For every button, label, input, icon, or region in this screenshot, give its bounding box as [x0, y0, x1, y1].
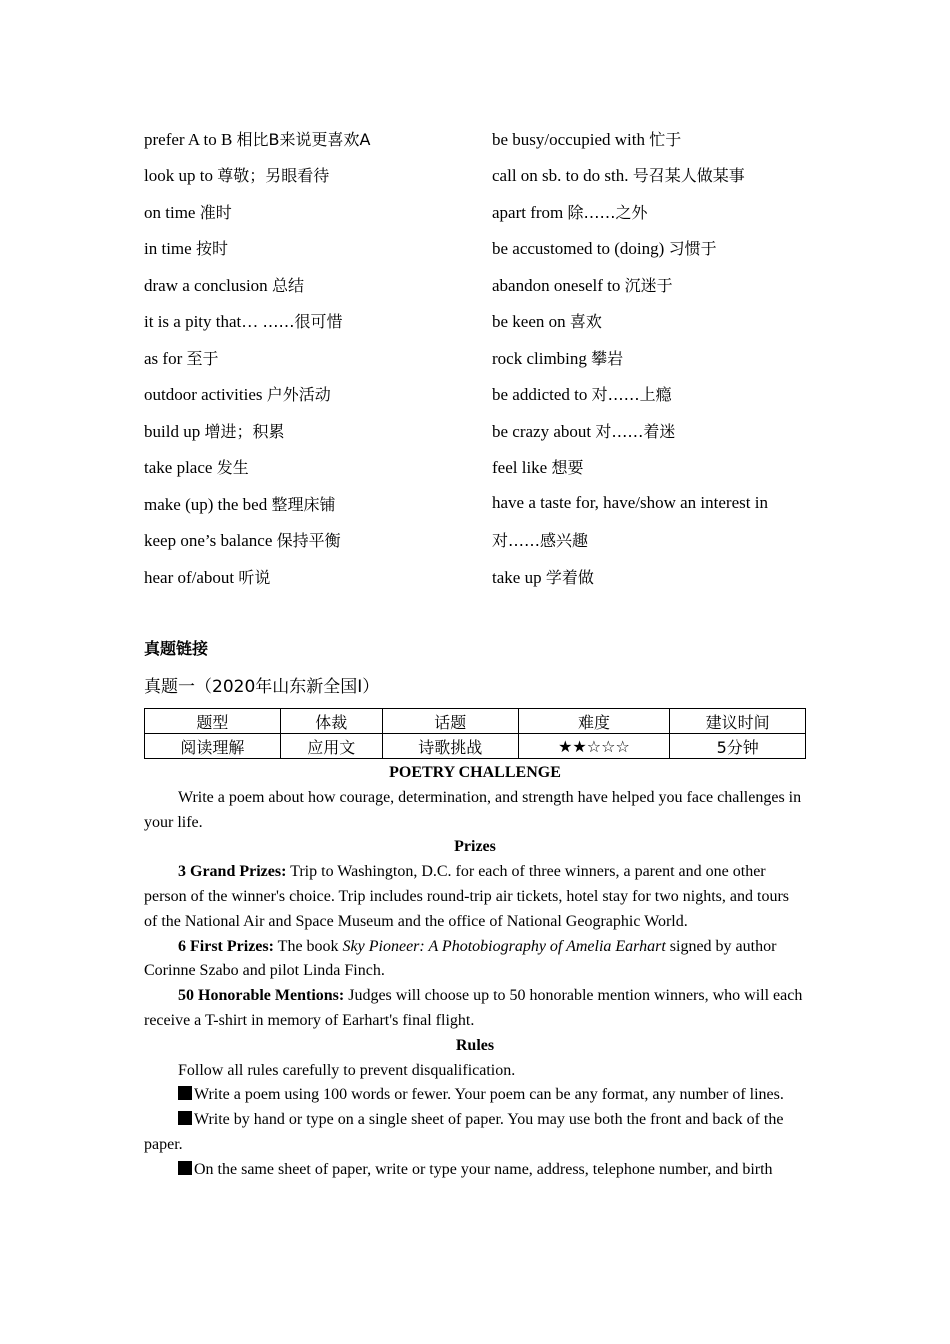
rules-intro: Follow all rules carefully to prevent disqualification.	[178, 1061, 516, 1079]
rules-heading: Rules	[455, 1036, 495, 1054]
vocab-right: feel like 想要	[492, 458, 584, 478]
honorable-mentions-label: 50 Honorable Mentions:	[178, 987, 345, 1005]
section-title: 真题链接	[144, 639, 209, 658]
vocab-right: have a taste for, have/show an interest in	[492, 493, 768, 513]
table-cell: 建议时间	[670, 709, 806, 734]
rule-item: Write by hand or type on a single sheet of paper. You may use both the front and back of the paper.	[144, 1111, 784, 1153]
vocab-row	[144, 230, 824, 267]
article	[144, 761, 806, 1183]
honorable-mentions-paragraph: 50 Honorable Mentions: Judges will choose up to 50 honorable mention winners, who will each receive a T-shirt in memory of Earhart's final flight.	[144, 987, 803, 1029]
vocab-row	[144, 412, 824, 449]
vocab-left: on time 准时	[144, 202, 232, 222]
vocab-right: abandon oneself to 沉迷于	[492, 275, 673, 295]
vocab-row	[144, 120, 824, 157]
vocab-left: build up 增进；积累	[144, 421, 285, 441]
article-intro: Write a poem about how courage, determination, and strength have helped you face challenges in your life.	[144, 788, 802, 831]
difficulty-stars: ★★☆☆☆	[518, 734, 670, 759]
vocabulary-list	[144, 120, 824, 595]
vocab-row	[144, 157, 824, 194]
vocab-left: it is a pity that… ……很可惜	[144, 312, 343, 332]
table-cell: 应用文	[280, 734, 382, 759]
vocab-right: apart from 除……之外	[492, 202, 648, 222]
table-cell: 体裁	[280, 709, 382, 734]
vocab-row	[144, 522, 824, 559]
square-bullet-icon	[178, 1086, 192, 1100]
book-title: Sky Pioneer: A Photobiography of Amelia Earhart	[342, 937, 666, 955]
vocab-left: take place 发生	[144, 458, 249, 478]
vocab-right: be keen on 喜欢	[492, 312, 602, 332]
vocab-row	[144, 376, 824, 413]
table-row	[145, 734, 806, 759]
vocab-right: be busy/occupied with 忙于	[492, 129, 682, 149]
vocab-right: rock climbing 攀岩	[492, 348, 624, 368]
vocab-row	[144, 558, 824, 595]
rule-item: On the same sheet of paper, write or type your name, address, telephone number, and birth	[144, 1158, 806, 1183]
vocab-right: 对……感兴趣	[492, 531, 589, 551]
table-cell: 题型	[145, 709, 281, 734]
square-bullet-icon	[178, 1111, 192, 1125]
vocab-row	[144, 193, 824, 230]
vocab-left: hear of/about 听说	[144, 567, 271, 587]
vocab-right: be crazy about 对……着迷	[492, 421, 676, 441]
vocab-right: call on sb. to do sth. 号召某人做某事	[492, 166, 745, 186]
table-cell: 话题	[382, 709, 518, 734]
info-table	[144, 708, 806, 759]
article-title: POETRY CHALLENGE	[389, 764, 561, 781]
vocab-left: outdoor activities 户外活动	[144, 385, 331, 405]
vocab-row	[144, 266, 824, 303]
prizes-heading: Prizes	[454, 838, 496, 856]
square-bullet-icon	[178, 1161, 192, 1175]
vocab-row	[144, 303, 824, 340]
exam-label: 真题一（2020年山东新全国Ⅰ）	[144, 677, 380, 697]
vocab-row	[144, 485, 824, 522]
first-prizes-paragraph: 6 First Prizes: The book Sky Pioneer: A Photobiography of Amelia Earhart signed by author Corinne Szabo and pilot Linda Finch.	[144, 937, 777, 980]
vocab-left: in time 按时	[144, 239, 228, 259]
vocab-right: be accustomed to (doing) 习惯于	[492, 239, 717, 259]
table-cell: 阅读理解	[145, 734, 281, 759]
vocab-left: draw a conclusion 总结	[144, 275, 304, 295]
vocab-left: look up to 尊敬；另眼看待	[144, 166, 330, 186]
vocab-right: be addicted to 对……上瘾	[492, 385, 672, 405]
vocab-row	[144, 339, 824, 376]
grand-prizes-label: 3 Grand Prizes:	[178, 863, 287, 881]
vocab-left: keep one’s balance 保持平衡	[144, 531, 341, 551]
grand-prizes-paragraph: 3 Grand Prizes: Trip to Washington, D.C. for each of three winners, a parent and one other person of the winner's choice. Trip includes round-trip air tickets, hotel stay for two nights, and tours of the National Air and Space Museum and the office of National Geographic World.	[144, 863, 789, 930]
table-cell: 难度	[518, 709, 670, 734]
vocab-left: make (up) the bed 整理床铺	[144, 494, 336, 514]
vocab-left: prefer A to B 相比B来说更喜欢A	[144, 129, 371, 149]
table-cell: 5分钟	[670, 734, 806, 759]
vocab-left: as for 至于	[144, 348, 219, 368]
rule-item: Write a poem using 100 words or fewer. Your poem can be any format, any number of lines.	[144, 1083, 806, 1108]
table-cell: 诗歌挑战	[382, 734, 518, 759]
table-header-row	[145, 709, 806, 734]
first-prizes-label: 6 First Prizes:	[178, 937, 274, 955]
vocab-right: take up 学着做	[492, 567, 594, 587]
vocab-row	[144, 449, 824, 486]
